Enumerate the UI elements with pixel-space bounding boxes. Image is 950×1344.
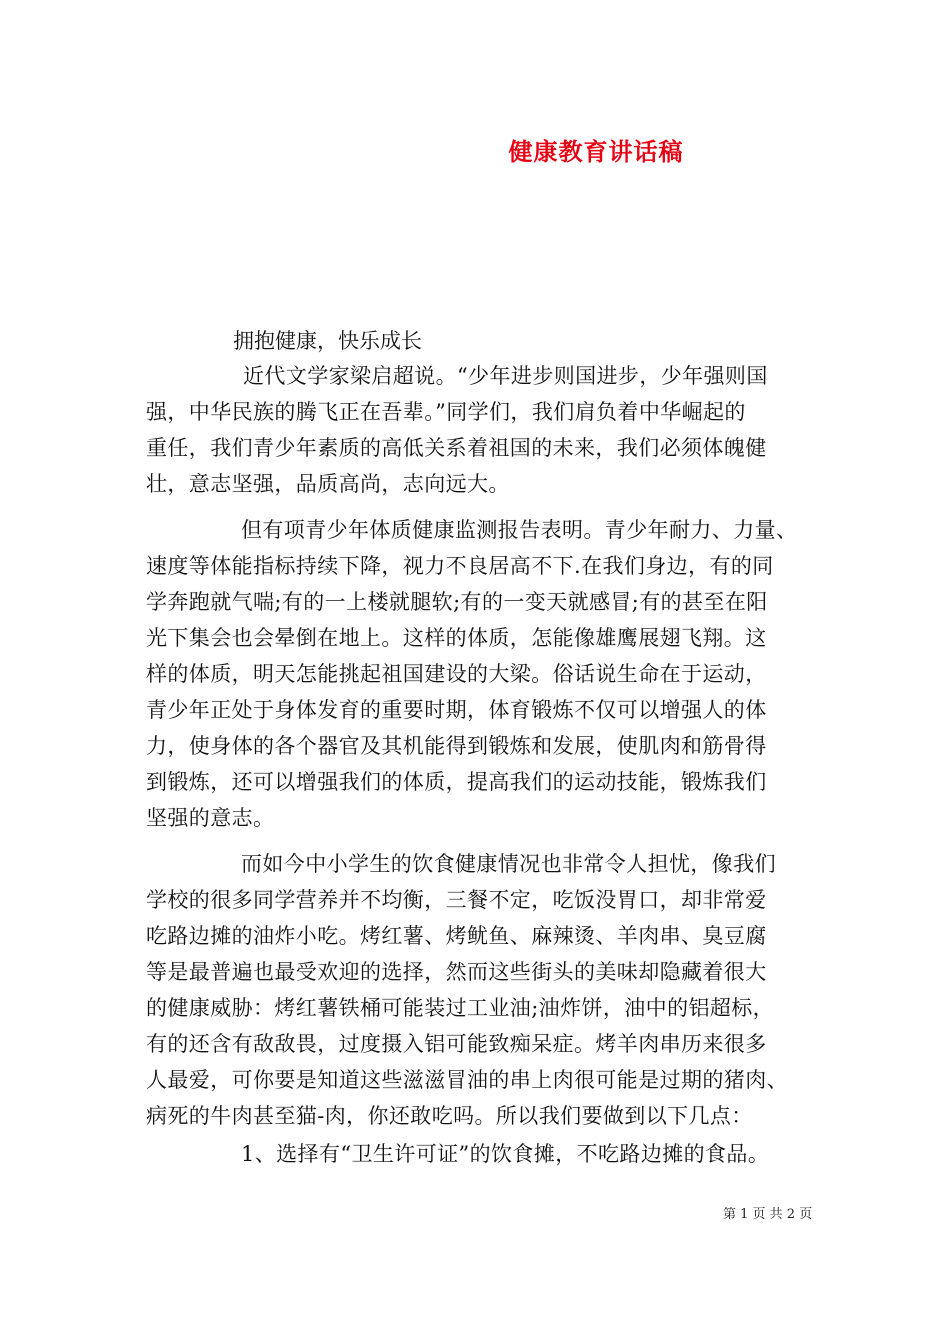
text-line: 到锻炼，还可以增强我们的体质，提高我们的运动技能，锻炼我们 (146, 770, 767, 794)
paragraph (146, 1136, 846, 1172)
text-line: 样的体质，明天怎能挑起祖国建设的大梁。俗话说生命在于运动， (146, 662, 767, 686)
paragraph (146, 358, 846, 502)
text-line: 壮，意志坚强，品质高尚，志向远大。 (146, 472, 510, 496)
text-line: 病死的牛肉甚至猫-肉，你还敢吃吗。所以我们要做到以下几点： (146, 1104, 753, 1128)
text-line: 青少年正处于身体发育的重要时期，体育锻炼不仅可以增强人的体 (146, 698, 767, 722)
document-body (146, 358, 846, 1172)
paragraph (146, 512, 846, 836)
text-line: 吃路边摊的油炸小吃。烤红薯、烤鱿鱼、麻辣烫、羊肉串、臭豆腐 (146, 924, 767, 948)
text-line: 强，中华民族的腾飞正在吾辈。”同学们，我们肩负着中华崛起的 (146, 400, 746, 424)
page-number: 第 1 页 共 2 页 (723, 1207, 813, 1222)
text-line: 1、选择有“卫生许可证”的饮食摊，不吃路边摊的食品。 (241, 1142, 770, 1166)
text-line: 力，使身体的各个器官及其机能得到锻炼和发展，使肌肉和筋骨得 (146, 734, 767, 758)
text-line: 学奔跑就气喘;有的一上楼就腿软;有的一变天就感冒;有的甚至在阳 (146, 590, 768, 614)
text-line: 学校的很多同学营养并不均衡，三餐不定，吃饭没胃口，却非常爱 (146, 888, 767, 912)
text-line: 光下集会也会晕倒在地上。这样的体质，怎能像雄鹰展翅飞翔。这 (146, 626, 767, 650)
document-subtitle: 拥抱健康，快乐成长 (233, 329, 422, 353)
text-line: 重任，我们青少年素质的高低关系着祖国的未来，我们必须体魄健 (146, 436, 767, 460)
text-line: 的健康威胁：烤红薯铁桶可能装过工业油;油炸饼，油中的铝超标， (146, 996, 775, 1020)
text-line: 近代文学家梁启超说。“少年进步则国进步，少年强则国 (243, 364, 768, 388)
text-line: 但有项青少年体质健康监测报告表明。青少年耐力、力量、 (241, 518, 798, 542)
text-line: 速度等体能指标持续下降，视力不良居高不下.在我们身边，有的同 (146, 554, 774, 578)
text-line: 有的还含有敌敌畏，过度摄入铝可能致痴呆症。烤羊肉串历来很多 (146, 1032, 767, 1056)
text-line: 而如今中小学生的饮食健康情况也非常令人担忧，像我们 (241, 852, 776, 876)
text-line: 人最爱，可你要是知道这些滋滋冒油的串上肉很可能是过期的猪肉、 (146, 1068, 788, 1092)
text-line: 等是最普遍也最受欢迎的选择，然而这些街头的美味却隐藏着很大 (146, 960, 767, 984)
document-title: 健康教育讲话稿 (508, 138, 684, 166)
paragraph (146, 846, 846, 1134)
text-line: 坚强的意志。 (146, 806, 275, 830)
